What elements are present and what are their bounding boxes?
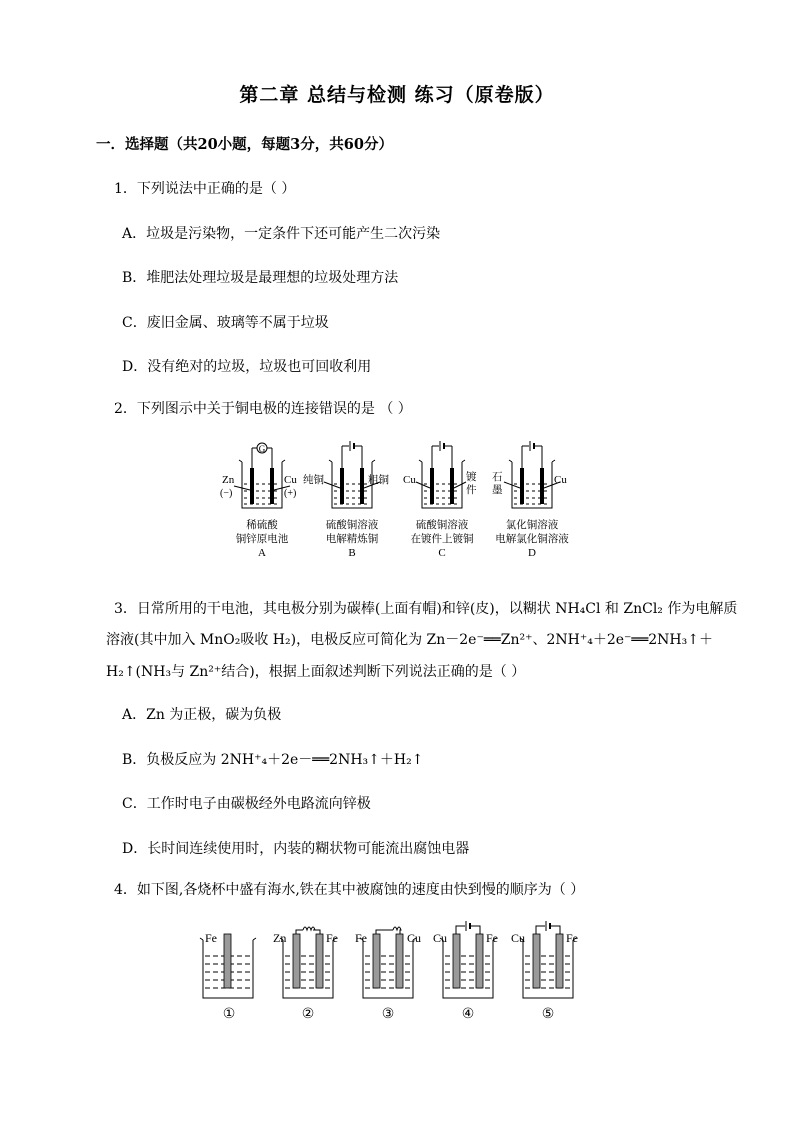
q1-option-a: A．垃圾是污染物，一定条件下还可能产生二次污染: [122, 226, 441, 242]
fig-a-left-sign: (−): [220, 488, 233, 499]
fig-c-left: Cu: [403, 474, 416, 486]
fig4-b3-number: ③: [381, 1006, 395, 1022]
q3-option-d: D．长时间连续使用时，内装的糊状物可能流出腐蚀电器: [122, 841, 470, 857]
fig-a-letter: A: [258, 547, 266, 559]
fig-b-letter: B: [348, 547, 356, 559]
fig-c-right-2: 件: [466, 484, 477, 496]
q2-electrode-figure: [210, 438, 590, 564]
fig4-b3-right: Cu: [407, 931, 422, 945]
fig4-b5-left: Cu: [511, 931, 526, 945]
fig-d-left-1: 石: [492, 471, 503, 483]
fig-d-letter: D: [528, 547, 536, 559]
fig-c-right-1: 镀: [466, 471, 477, 483]
fig4-b4-number: ④: [461, 1006, 475, 1022]
section-heading: 一．选择题（共20小题，每题3分，共60分）: [96, 136, 393, 153]
fig4-b5-number: ⑤: [541, 1006, 555, 1022]
fig4-b2-number: ②: [301, 1006, 315, 1022]
q3-option-c: C．工作时电子由碳极经外电路流向锌极: [122, 796, 371, 812]
fig-c-letter: C: [438, 547, 446, 559]
fig-d-caption-1: 氯化铜溶液: [505, 519, 559, 531]
q1-option-c: C．废旧金属、玻璃等不属于垃圾: [122, 315, 329, 331]
fig4-b4-left: Cu: [433, 931, 448, 945]
fig-a-meter: G: [258, 444, 266, 454]
fig-c-caption-1: 硫酸铜溶液: [415, 519, 469, 531]
fig-b-right: 粗铜: [368, 474, 389, 486]
fig-a-left: Zn: [222, 474, 235, 486]
q3-option-a: A．Zn 为正极，碳为负极: [122, 707, 282, 723]
fig-d-left-2: 墨: [492, 484, 503, 496]
fig-a-right-sign: (+): [284, 488, 297, 499]
fig-c-caption-2: 在镀件上镀铜: [410, 533, 474, 545]
q4-corrosion-figure: [195, 918, 605, 1028]
fig4-b3-left: Fe: [355, 931, 367, 945]
q1-stem: 1．下列说法中正确的是（ ）: [114, 181, 296, 197]
fig-d-right: Cu: [554, 474, 567, 486]
q1-option-b: B．堆肥法处理垃圾是最理想的垃圾处理方法: [122, 270, 399, 286]
fig-d-caption-2: 电解氯化铜溶液: [495, 533, 569, 545]
fig-b-caption-2: 电解精炼铜: [325, 533, 379, 545]
q3-line-2: 溶液(其中加入 MnO₂吸收 H₂)，电极反应可简化为 Zn－2e⁻══Zn²⁺、2NH⁺₄＋2e⁻══2NH₃↑＋: [106, 632, 713, 648]
q4-stem: 4．如下图,各烧杯中盛有海水,铁在其中被腐蚀的速度由快到慢的顺序为（ ）: [114, 882, 585, 898]
q1-option-d: D．没有绝对的垃圾，垃圾也可回收利用: [122, 359, 372, 375]
fig4-b1-label: Fe: [205, 931, 217, 945]
q3-line-3: H₂↑(NH₃与 Zn²⁺结合)，根据上面叙述判断下列说法正确的是（ ）: [106, 664, 526, 680]
fig-a-caption-1: 稀硫酸: [246, 519, 278, 531]
fig-b-caption-1: 硫酸铜溶液: [325, 519, 379, 531]
fig4-b2-right: Fe: [326, 931, 338, 945]
fig4-b2-left: Zn: [273, 931, 287, 945]
fig-a-caption-2: 铜锌原电池: [235, 533, 289, 545]
page-title: 第二章 总结与检测 练习（原卷版）: [239, 84, 555, 106]
fig-b-left: 纯铜: [303, 474, 324, 486]
fig4-b1-number: ①: [222, 1006, 236, 1022]
fig4-b4-right: Fe: [486, 931, 498, 945]
q3-line-1: 3．日常所用的干电池，其电极分别为碳棒(上面有帽)和锌(皮)，以糊状 NH₄Cl 和 ZnCl₂ 作为电解质: [114, 601, 738, 617]
fig-a-right: Cu: [284, 474, 297, 486]
q2-stem: 2．下列图示中关于铜电极的连接错误的是 （ ）: [114, 401, 412, 417]
q3-option-b: B．负极反应为 2NH⁺₄＋2e－══2NH₃↑＋H₂↑: [122, 752, 424, 768]
fig4-b5-right: Fe: [566, 931, 578, 945]
